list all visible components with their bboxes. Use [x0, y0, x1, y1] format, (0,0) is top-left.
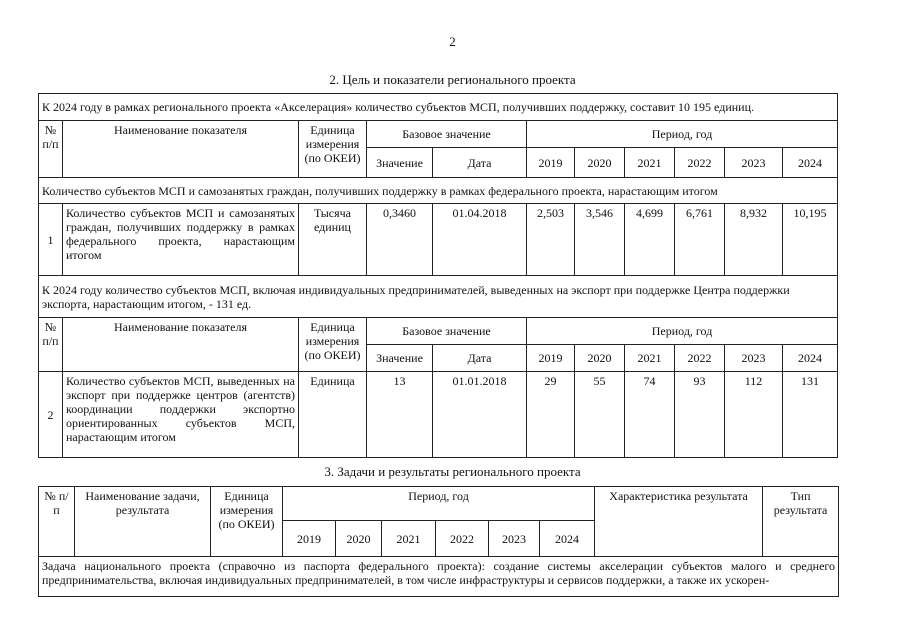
year-value: 112	[725, 372, 783, 458]
year-header: 2020	[336, 521, 382, 557]
year-value: 29	[527, 372, 575, 458]
year-header: 2022	[675, 148, 725, 178]
goal-1: К 2024 году в рамках регионального проекта «Акселерация» количество субъектов МСП, получивших поддержку, составит 10 195 единиц.	[39, 94, 838, 121]
year-header: 2024	[783, 148, 838, 178]
year-header: 2023	[489, 521, 540, 557]
year-value: 8,932	[725, 204, 783, 276]
year-header: 2023	[725, 345, 783, 372]
year-value: 55	[575, 372, 625, 458]
col-value: Значение	[367, 345, 433, 372]
year-value: 2,503	[527, 204, 575, 276]
year-header: 2022	[675, 345, 725, 372]
year-header: 2020	[575, 148, 625, 178]
row-num: 2	[39, 372, 63, 458]
col-period: Период, год	[283, 487, 595, 521]
indicators-table	[38, 93, 838, 458]
base-date: 01.01.2018	[433, 372, 527, 458]
col-date: Дата	[433, 148, 527, 178]
year-value: 6,761	[675, 204, 725, 276]
unit-value: Тысяча единиц	[299, 204, 367, 276]
indicator-name: Количество субъектов МСП и самозанятых граждан, получивших поддержку в рамках федерального проекта, нарастающим итогом	[63, 204, 299, 276]
unit-value: Единица	[299, 372, 367, 458]
year-value: 3,546	[575, 204, 625, 276]
year-header: 2019	[527, 148, 575, 178]
base-value: 13	[367, 372, 433, 458]
col-unit: Единица измерения (по ОКЕИ)	[299, 121, 367, 178]
col-characteristic: Характеристика результата	[595, 487, 763, 557]
year-value: 4,699	[625, 204, 675, 276]
col-base-value: Базовое значение	[367, 318, 527, 345]
year-value: 131	[783, 372, 838, 458]
year-header: 2021	[625, 345, 675, 372]
base-value: 0,3460	[367, 204, 433, 276]
year-value: 93	[675, 372, 725, 458]
national-task: Задача национального проекта (справочно из паспорта федерального проекта): создание системы акселерации субъектов малого и среднего предпринимательства, включая индивидуальных предпринимателей, в том числе инфраструктуры и сервисов поддержки, а также их ускорен-	[39, 557, 839, 597]
page-number: 2	[449, 34, 456, 49]
year-header: 2021	[625, 148, 675, 178]
indicator-name: Количество субъектов МСП, выведенных на экспорт при поддержке центров (агентств) координации поддержки экспортно ориентированных субъектов МСП, нарастающим итогом	[63, 372, 299, 458]
col-num: № п/п	[39, 121, 63, 178]
year-header: 2021	[382, 521, 436, 557]
year-header: 2024	[540, 521, 595, 557]
tasks-table	[38, 486, 839, 597]
col-task-name: Наименование задачи, результата	[75, 487, 211, 557]
col-base-value: Базовое значение	[367, 121, 527, 148]
col-num: № п/п	[39, 318, 63, 372]
col-unit: Единица измерения (по ОКЕИ)	[211, 487, 283, 557]
year-header: 2022	[436, 521, 489, 557]
col-unit: Единица измерения (по ОКЕИ)	[299, 318, 367, 372]
section-3-title: 3. Задачи и результаты регионального проекта	[324, 464, 581, 479]
col-date: Дата	[433, 345, 527, 372]
col-value: Значение	[367, 148, 433, 178]
section-2-title: 2. Цель и показатели регионального проекта	[329, 72, 576, 87]
col-period: Период, год	[527, 318, 838, 345]
row-num: 1	[39, 204, 63, 276]
year-value: 74	[625, 372, 675, 458]
year-value: 10,195	[783, 204, 838, 276]
year-header: 2019	[527, 345, 575, 372]
year-header: 2019	[283, 521, 336, 557]
year-header: 2024	[783, 345, 838, 372]
col-result-type: Тип результата	[763, 487, 839, 557]
col-indicator-name: Наименование показателя	[63, 121, 299, 178]
base-date: 01.04.2018	[433, 204, 527, 276]
col-num: № п/п	[39, 487, 75, 557]
goal-2: К 2024 году количество субъектов МСП, включая индивидуальных предпринимателей, выведенных на экспорт при поддержке Центра поддержки экспорта, нарастающим итогом, - 131 ед.	[39, 276, 838, 318]
subtitle-1: Количество субъектов МСП и самозанятых граждан, получивших поддержку в рамках федерального проекта, нарастающим итогом	[39, 178, 838, 204]
col-indicator-name: Наименование показателя	[63, 318, 299, 372]
col-period: Период, год	[527, 121, 838, 148]
year-header: 2020	[575, 345, 625, 372]
year-header: 2023	[725, 148, 783, 178]
